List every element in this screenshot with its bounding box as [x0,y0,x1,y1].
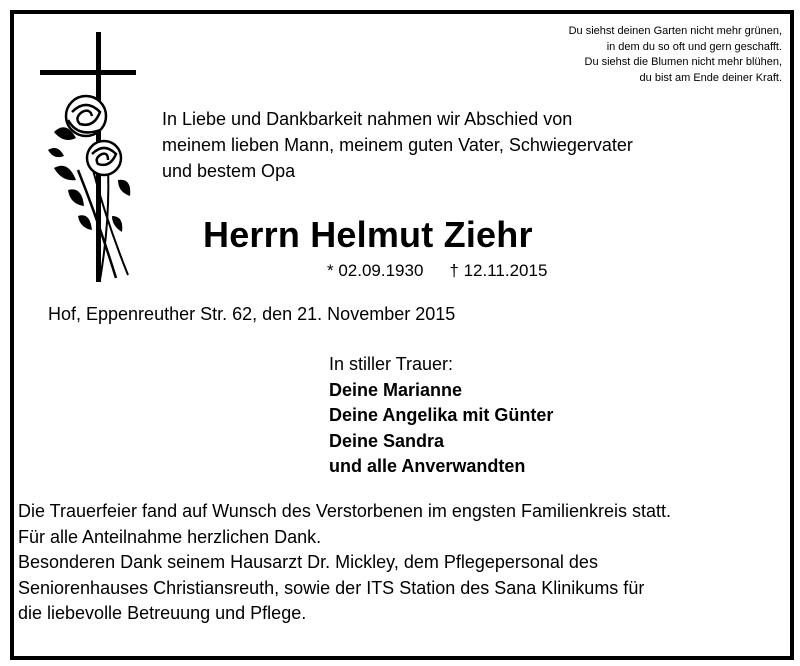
birth-date: * 02.09.1930 [327,261,424,280]
closing-line: Besonderen Dank seinem Hausarzt Dr. Mickley, dem Pflegepersonal des [18,552,598,572]
life-dates [327,261,547,281]
intro-text [162,106,633,184]
closing-line: die liebevolle Betreuung und Pflege. [18,603,307,623]
mourner-name: Deine Sandra [329,430,445,451]
mourner-name: Deine Angelika mit Günter [329,405,554,425]
poem [452,24,782,86]
poem-line: Du siehst deinen Garten nicht mehr grünen, [568,25,782,37]
intro-line: In Liebe und Dankbarkeit nahmen wir Abschied von [162,109,573,129]
death-date: † 12.11.2015 [449,261,548,280]
mourners-heading: In stiller Trauer: [329,354,454,374]
mourners-block [329,352,553,480]
closing-text [18,499,671,627]
deceased-name: Herrn Helmut Ziehr [203,214,533,255]
intro-line: und bestem Opa [162,161,296,181]
poem-line: du bist am Ende deiner Kraft. [639,71,782,84]
closing-line: Seniorenhauses Christiansreuth, sowie der ITS Station des Sana Klinikums für [18,577,645,598]
mourner-name: Deine Marianne [329,379,463,400]
place-date: Hof, Eppenreuther Str. 62, den 21. November 2015 [48,304,456,324]
cross-with-roses-icon [38,20,138,285]
poem-line: in dem du so oft und gern geschafft. [606,40,782,53]
mourner-name: und alle Anverwandten [329,456,526,476]
intro-line: meinem lieben Mann, meinem guten Vater, Schwiegervater [162,135,633,155]
closing-line: Die Trauerfeier fand auf Wunsch des Verstorbenen im engsten Familienkreis statt. [18,501,671,521]
poem-line: Du siehst die Blumen nicht mehr blühen, [584,56,782,68]
closing-line: Für alle Anteilnahme herzlichen Dank. [18,526,322,547]
